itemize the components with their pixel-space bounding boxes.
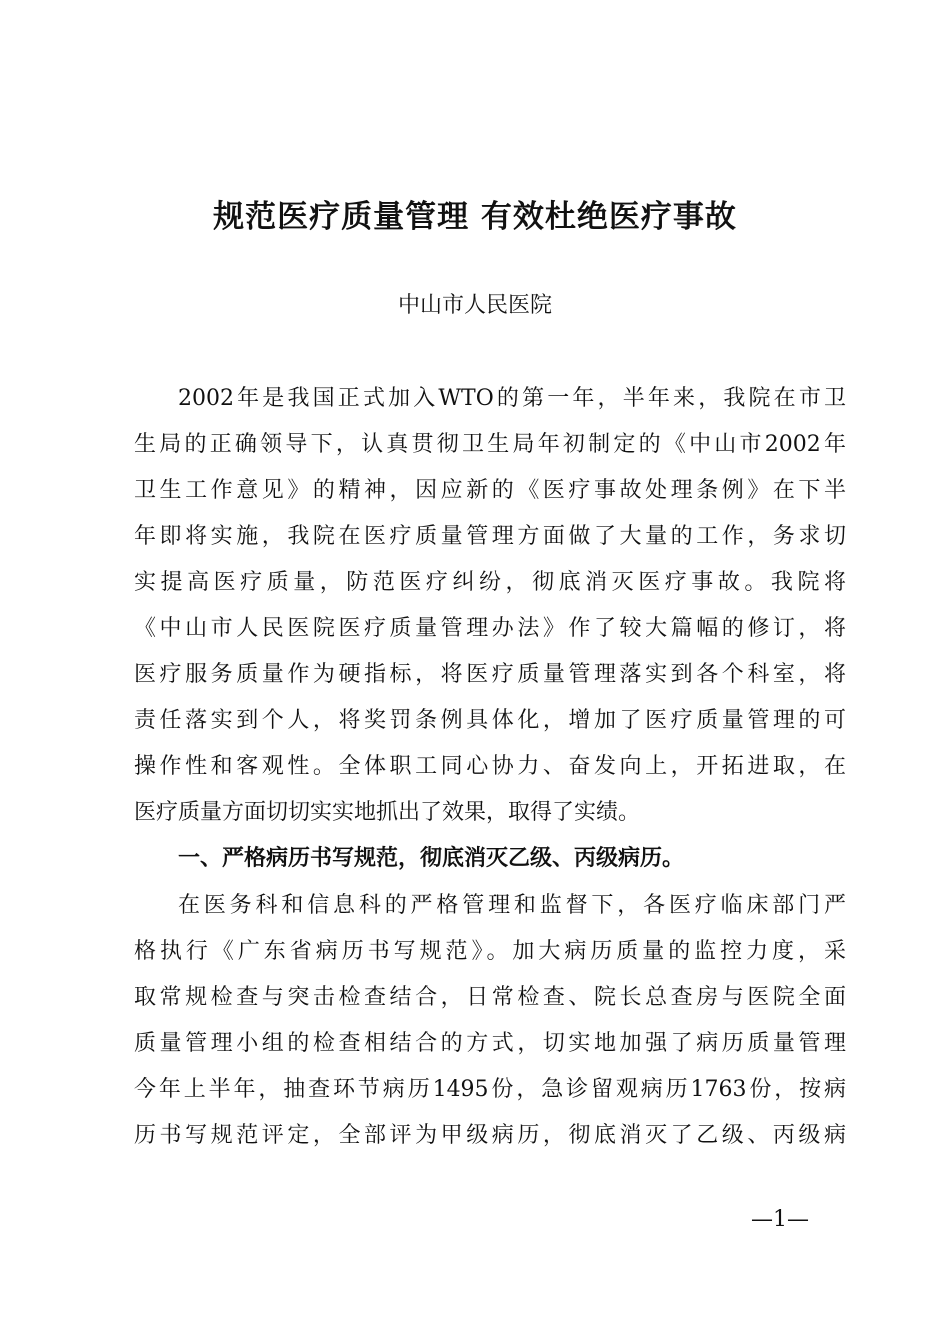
paragraph-line: 医疗服务质量作为硬指标，将医疗质量管理落实到各个科室，将	[134, 662, 846, 687]
paragraph-line: 在医务科和信息科的严格管理和监督下，各医疗临床部门严	[178, 893, 846, 918]
paragraph-line: 操作性和客观性。全体职工同心协力、奋发向上，开拓进取，在	[134, 754, 846, 779]
paragraph-line: 年即将实施，我院在医疗质量管理方面做了大量的工作，务求切	[134, 524, 846, 549]
paragraph-line: 实提高医疗质量，防范医疗纠纷，彻底消灭医疗事故。我院将	[134, 570, 846, 595]
paragraph-line: 医疗质量方面切切实实地抓出了效果，取得了实绩。	[134, 800, 641, 825]
document-author: 中山市人民医院	[397, 293, 552, 318]
section-heading: 一、严格病历书写规范，彻底消灭乙级、丙级病历。	[178, 846, 685, 871]
paragraph-line: 历书写规范评定，全部评为甲级病历，彻底消灭了乙级、丙级病	[134, 1123, 846, 1148]
document-title: 规范医疗质量管理 有效杜绝医疗事故	[213, 199, 737, 235]
paragraph-line: 《中山市人民医院医疗质量管理办法》作了较大篇幅的修订，将	[134, 616, 846, 641]
paragraph-line: 今年上半年，抽查环节病历1495份，急诊留观病历1763份，按病	[134, 1077, 846, 1102]
paragraph-line: 生局的正确领导下，认真贯彻卫生局年初制定的《中山市2002年	[134, 432, 846, 457]
page-number: —1—	[751, 1207, 809, 1232]
paragraph-line: 质量管理小组的检查相结合的方式，切实地加强了病历质量管理	[134, 1031, 846, 1056]
paragraph-line: 2002年是我国正式加入WTO的第一年，半年来，我院在市卫	[178, 386, 846, 411]
paragraph-line: 格执行《广东省病历书写规范》。加大病历质量的监控力度，采	[134, 939, 846, 964]
paragraph-line: 取常规检查与突击检查结合，日常检查、院长总查房与医院全面	[134, 985, 846, 1010]
paragraph-line: 卫生工作意见》的精神，因应新的《医疗事故处理条例》在下半	[134, 478, 846, 503]
paragraph-line: 责任落实到个人，将奖罚条例具体化，增加了医疗质量管理的可	[134, 708, 846, 733]
